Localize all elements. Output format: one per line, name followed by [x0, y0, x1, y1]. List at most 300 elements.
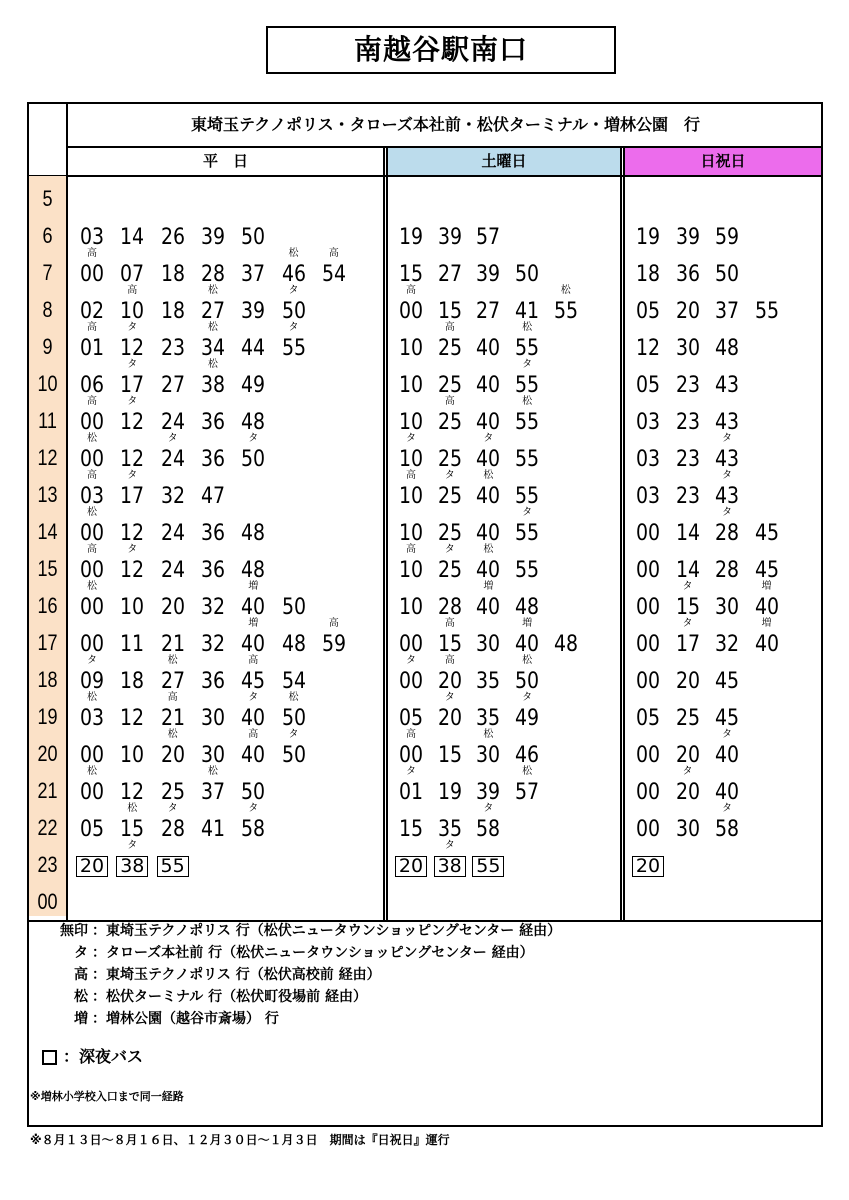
- minute-value: 54: [281, 669, 306, 694]
- minute-value: 00: [79, 632, 105, 657]
- minute-value: 57: [515, 780, 540, 805]
- minute-value: 27: [476, 299, 501, 324]
- minute-value: 25: [437, 336, 462, 361]
- route-mark: 松: [207, 359, 218, 370]
- minute-value: 37: [200, 780, 225, 805]
- route-mark: タ: [127, 396, 138, 407]
- route-mark: タ: [722, 470, 732, 481]
- departure-time: [155, 227, 191, 249]
- minute-value: 17: [675, 632, 700, 657]
- minute-value: 59: [714, 225, 740, 250]
- route-mark: タ: [87, 655, 97, 666]
- departure-time: [470, 634, 506, 656]
- minute-value: 20: [160, 595, 185, 620]
- departure-time: [235, 618, 271, 657]
- departure-time: [316, 248, 352, 287]
- departure-time: [509, 264, 545, 286]
- route-mark: タ: [127, 840, 138, 851]
- route-mark: 高: [328, 248, 339, 259]
- departure-time: [114, 708, 150, 730]
- route-mark: 高: [406, 470, 416, 481]
- departure-time: [393, 338, 429, 360]
- minute-value: 39: [437, 225, 462, 250]
- minute-value: 32: [200, 632, 225, 657]
- minute-value: 10: [120, 743, 145, 768]
- minute-value: 25: [437, 410, 462, 435]
- minute-value: 36: [200, 410, 225, 435]
- minute-value: 48: [553, 632, 578, 657]
- minute-value: 19: [635, 225, 661, 250]
- minute-value: 40: [476, 521, 501, 546]
- minute-value: 39: [200, 225, 225, 250]
- minute-value: 39: [675, 225, 700, 250]
- route-mark: タ: [483, 803, 494, 814]
- departure-time: [74, 301, 110, 323]
- departure-time: [74, 322, 110, 361]
- departure-time: [235, 227, 271, 249]
- route-mark: 高: [87, 248, 97, 259]
- minute-value: 00: [398, 743, 424, 768]
- minute-value: 36: [675, 262, 700, 287]
- minute-value: 40: [241, 743, 266, 768]
- minute-value: 50: [515, 262, 540, 287]
- minute-value: 23: [675, 410, 700, 435]
- minute-value: 00: [635, 817, 661, 842]
- minute-value: 38: [116, 856, 148, 877]
- minute-value: 01: [398, 780, 424, 805]
- departure-time: [670, 301, 706, 323]
- minute-value: 15: [398, 817, 424, 842]
- minute-value: 39: [476, 262, 501, 287]
- minute-value: 30: [675, 817, 700, 842]
- minute-value: 40: [714, 743, 740, 768]
- departure-time: [114, 264, 150, 286]
- route-mark: タ: [444, 544, 455, 555]
- departure-time: [235, 301, 271, 323]
- departure-time: [709, 803, 745, 842]
- route-mark: 松: [207, 766, 218, 777]
- route-mark: タ: [722, 433, 732, 444]
- minute-value: 43: [714, 373, 740, 398]
- departure-time: [630, 375, 666, 397]
- minute-value: 55: [515, 447, 540, 472]
- departure-time: [393, 708, 429, 730]
- departure-time: [155, 692, 191, 731]
- departure-time: [235, 264, 271, 286]
- minute-value: 15: [437, 632, 462, 657]
- route-mark: 松: [127, 803, 138, 814]
- departure-time: [74, 634, 110, 656]
- minute-value: 50: [241, 225, 266, 250]
- minute-value: 34: [200, 336, 225, 361]
- minute-value: 28: [200, 262, 225, 287]
- route-mark: タ: [127, 544, 138, 555]
- hour-label: 9: [42, 334, 53, 359]
- departure-time: [155, 597, 191, 619]
- departure-time: [432, 819, 468, 841]
- minute-value: 18: [635, 262, 661, 287]
- minute-value: 28: [437, 595, 462, 620]
- departure-time: [393, 523, 429, 545]
- departure-time: [670, 745, 706, 767]
- minute-value: 12: [120, 521, 145, 546]
- minute-value: 18: [160, 262, 185, 287]
- minute-value: 25: [437, 521, 462, 546]
- minute-value: 00: [79, 521, 105, 546]
- minute-value: 41: [200, 817, 225, 842]
- departure-time: [393, 433, 429, 472]
- route-mark: 高: [444, 396, 455, 407]
- minute-value: 59: [321, 632, 346, 657]
- departure-time: [630, 634, 666, 656]
- hour-label: 6: [42, 223, 53, 248]
- departure-time: [432, 470, 468, 509]
- period-note: ※８月１３日～８月１６日、１２月３０日～１月３日 期間は『日祝日』運行: [30, 1133, 450, 1147]
- departure-time: [276, 692, 312, 731]
- departure-time: [548, 634, 584, 656]
- departure-time: [470, 433, 506, 472]
- departure-time: [709, 470, 745, 509]
- departure-time: [195, 227, 231, 249]
- departure-time: [509, 507, 545, 546]
- minute-value: 30: [714, 595, 740, 620]
- route-mark: 松: [207, 285, 218, 296]
- minute-value: 49: [241, 373, 266, 398]
- route-mark: タ: [248, 433, 259, 444]
- minute-value: 58: [714, 817, 740, 842]
- minute-value: 05: [635, 373, 661, 398]
- minute-value: 48: [241, 521, 266, 546]
- minute-value: 00: [79, 447, 105, 472]
- departure-time: [432, 449, 468, 471]
- departure-time: [114, 470, 150, 509]
- departure-time: [114, 544, 150, 583]
- departure-time: [670, 671, 706, 693]
- departure-time: [74, 655, 110, 694]
- departure-time: [276, 285, 312, 324]
- minute-value: 07: [120, 262, 145, 287]
- minute-value: 00: [79, 410, 105, 435]
- departure-time: [630, 856, 666, 877]
- route-mark: タ: [444, 840, 455, 851]
- departure-time: [195, 486, 231, 508]
- minute-value: 00: [79, 780, 105, 805]
- departure-time: [670, 766, 706, 805]
- route-mark: 松: [560, 285, 571, 296]
- minute-value: 36: [200, 447, 225, 472]
- minute-value: 10: [398, 410, 424, 435]
- minute-value: 30: [200, 743, 225, 768]
- minute-value: 25: [160, 780, 185, 805]
- departure-time: [155, 486, 191, 508]
- departure-time: [235, 338, 271, 360]
- departure-time: [276, 634, 312, 656]
- hour-label: 22: [37, 815, 58, 840]
- minute-value: 00: [398, 632, 424, 657]
- departure-time: [155, 729, 191, 768]
- departure-time: [74, 396, 110, 435]
- minute-value: 10: [398, 595, 424, 620]
- minute-value: 48: [281, 632, 306, 657]
- route-mark: 松: [522, 396, 533, 407]
- departure-time: [630, 597, 666, 619]
- departure-time: [470, 264, 506, 286]
- departure-time: [432, 264, 468, 286]
- departure-time: [155, 782, 191, 804]
- hour-label: 15: [37, 556, 58, 581]
- hour-label: 5: [42, 186, 53, 211]
- hour-label: 7: [42, 260, 53, 285]
- departure-time: [276, 597, 312, 619]
- minute-value: 20: [675, 780, 700, 805]
- route-mark: 高: [248, 729, 259, 740]
- hour-label: 10: [37, 371, 58, 396]
- departure-time: [670, 618, 706, 657]
- minute-value: 01: [79, 336, 105, 361]
- departure-time: [509, 692, 545, 731]
- departure-time: [509, 301, 545, 323]
- route-mark: タ: [167, 803, 178, 814]
- departure-time: [74, 819, 110, 841]
- minute-value: 03: [79, 706, 105, 731]
- departure-time: [630, 486, 666, 508]
- minute-value: 18: [120, 669, 145, 694]
- departure-time: [630, 782, 666, 804]
- minute-value: 38: [434, 856, 466, 877]
- route-mark: タ: [248, 692, 259, 703]
- minute-value: 10: [398, 447, 424, 472]
- route-mark: 増: [761, 581, 772, 592]
- departure-time: [114, 322, 150, 361]
- minute-value: 03: [635, 484, 661, 509]
- departure-time: [630, 264, 666, 286]
- route-mark: タ: [522, 692, 533, 703]
- departure-time: [470, 375, 506, 397]
- departure-time: [709, 671, 745, 693]
- minute-value: 50: [241, 447, 266, 472]
- departure-time: [74, 470, 110, 509]
- departure-time: [432, 301, 468, 323]
- minute-value: 10: [398, 484, 424, 509]
- minute-value: 50: [515, 669, 540, 694]
- departure-time: [276, 248, 312, 287]
- minute-value: 00: [635, 558, 661, 583]
- minute-value: 28: [714, 521, 740, 546]
- minute-value: 12: [120, 780, 145, 805]
- minute-value: 10: [398, 373, 424, 398]
- departure-time: [630, 338, 666, 360]
- route-mark: 高: [167, 692, 178, 703]
- minute-value: 05: [635, 299, 661, 324]
- minute-value: 27: [200, 299, 225, 324]
- minute-value: 15: [120, 817, 145, 842]
- departure-time: [709, 227, 745, 249]
- departure-time: [114, 745, 150, 767]
- departure-time: [235, 729, 271, 768]
- departure-time: [470, 338, 506, 360]
- departure-time: [709, 433, 745, 472]
- departure-time: [670, 581, 706, 620]
- minute-value: 55: [515, 484, 540, 509]
- departure-time: [670, 338, 706, 360]
- departure-time: [155, 301, 191, 323]
- minute-value: 40: [476, 595, 501, 620]
- departure-time: [393, 856, 429, 877]
- departure-time: [509, 597, 545, 619]
- route-mark: 松: [87, 433, 97, 444]
- departure-time: [276, 322, 312, 361]
- departure-time: [235, 412, 271, 434]
- minute-value: 19: [398, 225, 424, 250]
- departure-time: [114, 523, 150, 545]
- minute-value: 48: [241, 410, 266, 435]
- departure-time: [74, 248, 110, 287]
- hour-label: 00: [37, 889, 58, 914]
- departure-time: [114, 803, 150, 842]
- minute-value: 50: [281, 743, 306, 768]
- minute-value: 10: [398, 336, 424, 361]
- departure-time: [509, 322, 545, 361]
- minute-value: 55: [281, 336, 306, 361]
- departure-time: [235, 375, 271, 397]
- minute-value: 35: [476, 669, 501, 694]
- colhead-divider: [27, 175, 823, 177]
- departure-time: [470, 412, 506, 434]
- departure-time: [235, 581, 271, 620]
- departure-time: [432, 840, 468, 877]
- departure-time: [114, 359, 150, 398]
- minute-value: 27: [160, 373, 185, 398]
- route-mark: 高: [328, 618, 339, 629]
- departure-time: [509, 745, 545, 767]
- departure-time: [432, 692, 468, 731]
- departure-time: [393, 227, 429, 249]
- departure-time: [195, 322, 231, 361]
- departure-time: [155, 523, 191, 545]
- departure-time: [114, 782, 150, 804]
- departure-time: [630, 227, 666, 249]
- route-mark: タ: [522, 507, 533, 518]
- holiday-header: 日祝日: [625, 148, 821, 175]
- departure-time: [393, 470, 429, 509]
- minute-value: 09: [79, 669, 105, 694]
- minute-value: 26: [160, 225, 185, 250]
- departure-time: [195, 708, 231, 730]
- minute-value: 23: [675, 484, 700, 509]
- route-mark: 高: [406, 729, 416, 740]
- route-mark: 松: [167, 655, 178, 666]
- minute-value: 54: [321, 262, 346, 287]
- departure-time: [74, 745, 110, 767]
- minute-value: 40: [476, 336, 501, 361]
- departure-time: [393, 597, 429, 619]
- hour-label: 11: [38, 408, 57, 433]
- route-mark: 松: [207, 322, 218, 333]
- departure-time: [393, 285, 429, 324]
- departure-time: [709, 338, 745, 360]
- minute-value: 50: [281, 706, 306, 731]
- departure-time: [74, 433, 110, 472]
- route-mark: タ: [722, 729, 732, 740]
- departure-time: [235, 692, 271, 731]
- route-mark: タ: [682, 618, 693, 629]
- minute-value: 40: [241, 632, 266, 657]
- route-mark: タ: [406, 766, 416, 777]
- minute-value: 15: [437, 299, 462, 324]
- departure-time: [709, 301, 745, 323]
- hour-label: 8: [42, 297, 53, 322]
- route-mark: タ: [682, 581, 693, 592]
- departure-time: [114, 449, 150, 471]
- minute-value: 27: [160, 669, 185, 694]
- departure-time: [393, 729, 429, 768]
- minute-value: 03: [635, 447, 661, 472]
- minute-value: 58: [241, 817, 266, 842]
- minute-value: 46: [515, 743, 540, 768]
- route-mark: 高: [87, 470, 97, 481]
- departure-time: [670, 560, 706, 582]
- route-mark: 増: [248, 581, 259, 592]
- legend-row: タ ：タローズ本社前 行（松伏ニュータウンショッピングセンター 経由）: [74, 945, 534, 961]
- departure-time: [155, 856, 191, 877]
- departure-time: [74, 375, 110, 397]
- departure-time: [749, 581, 785, 620]
- departure-time: [470, 523, 506, 545]
- route-mark: タ: [127, 322, 138, 333]
- route-mark: タ: [288, 322, 299, 333]
- departure-time: [432, 782, 468, 804]
- departure-time: [276, 729, 312, 768]
- departure-time: [470, 470, 506, 509]
- minute-value: 24: [160, 558, 185, 583]
- departure-time: [195, 412, 231, 434]
- col-divider-2b: [623, 146, 625, 920]
- route-mark: タ: [406, 655, 416, 666]
- departure-time: [74, 692, 110, 731]
- legend-row: 松 ：松伏ターミナル 行（松伏町役場前 経由）: [74, 989, 368, 1005]
- minute-value: 50: [241, 780, 266, 805]
- departure-time: [630, 819, 666, 841]
- minute-value: 05: [398, 706, 424, 731]
- departure-time: [155, 560, 191, 582]
- legend-row: 無印 ：東埼玉テクノポリス 行（松伏ニュータウンショッピングセンター 経由）: [60, 923, 562, 939]
- saturday-header: 土曜日: [388, 148, 620, 175]
- minute-value: 40: [754, 632, 779, 657]
- minute-value: 00: [635, 669, 661, 694]
- departure-time: [749, 560, 785, 582]
- night-bus-note: ：深夜バス: [42, 1044, 143, 1067]
- minute-value: 20: [437, 669, 462, 694]
- minute-value: 35: [476, 706, 501, 731]
- route-mark: 高: [127, 285, 138, 296]
- departure-time: [114, 634, 150, 656]
- route-mark: タ: [722, 803, 732, 814]
- minute-value: 15: [398, 262, 424, 287]
- minute-value: 40: [476, 373, 501, 398]
- minute-value: 39: [241, 299, 266, 324]
- minute-value: 24: [160, 410, 185, 435]
- departure-time: [114, 597, 150, 619]
- departure-time: [470, 301, 506, 323]
- minute-value: 00: [635, 595, 661, 620]
- hour-divider: [66, 102, 68, 920]
- minute-value: 06: [79, 373, 105, 398]
- departure-time: [470, 544, 506, 583]
- minute-value: 05: [635, 706, 661, 731]
- minute-value: 32: [714, 632, 740, 657]
- route-mark: タ: [444, 692, 455, 703]
- minute-value: 55: [472, 856, 504, 877]
